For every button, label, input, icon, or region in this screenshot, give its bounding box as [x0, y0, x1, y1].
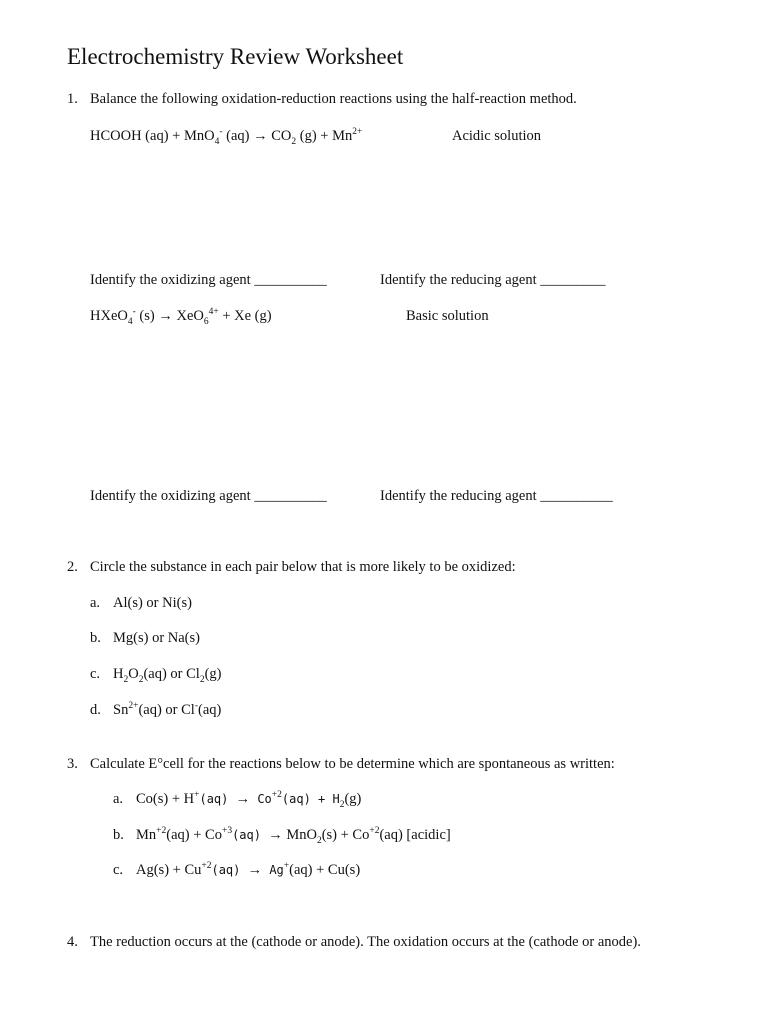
- q3-label-b: b.: [113, 827, 124, 843]
- q2-item-d: $Sn^{2+}(aq)$ or Cl-(aq): [113, 701, 222, 718]
- q3-reaction-c: $Ag(s) + Cu^{+2}(aq) \to Ag^+(aq) + Cu(s)$: [136, 861, 361, 878]
- reaction-arrow-icon: →: [268, 827, 283, 843]
- q4-number: 4.: [67, 934, 78, 950]
- q3-prompt: Calculate E°cell for the reactions below to be determine which are spontaneous as written:: [90, 756, 615, 772]
- page-title: Electrochemistry Review Worksheet: [67, 44, 404, 69]
- q2-prompt: Circle the substance in each pair below that is more likely to be oxidized:: [90, 559, 516, 575]
- q1-reducing-agent-b: Identify the reducing agent __________: [380, 488, 613, 504]
- q3-number: 3.: [67, 756, 78, 772]
- q1-reaction-b: HXeO$_4$- (s) → XeO$_6^{4+}$ + Xe (g): [90, 307, 272, 327]
- q1-condition-a: Acidic solution: [452, 128, 542, 144]
- reaction-arrow-icon: →: [253, 128, 268, 144]
- q4-text: The reduction occurs at the (cathode or anode). The oxidation occurs at the (cathode or anode).: [90, 934, 641, 950]
- q1-reducing-agent-a: Identify the reducing agent _________: [380, 272, 606, 288]
- q3-label-a: a.: [113, 791, 124, 807]
- q2-label-d: d.: [90, 702, 101, 718]
- q3-reaction-b: $Mn^{+2}(aq) + Co^{+3}(aq) \to MnO_2(s) + Co^{+2}(aq)$ [acidic]: [136, 826, 451, 846]
- q2-item-a: Al(s) or Ni(s): [113, 595, 192, 611]
- q1-oxidizing-agent-b: Identify the oxidizing agent __________: [90, 488, 327, 504]
- q1-oxidizing-agent-a: Identify the oxidizing agent __________: [90, 272, 327, 288]
- q1-reaction-a: HCOOH (aq) + MnO$_4$- $(aq) \to CO_2$ $(g) + Mn^{2+}$: [90, 127, 363, 147]
- q2-item-b: Mg(s) or Na(s): [113, 630, 200, 646]
- q2-label-c: c.: [90, 666, 101, 682]
- reaction-arrow-icon: →: [247, 862, 263, 878]
- q2-number: 2.: [67, 559, 78, 575]
- q3-label-c: c.: [113, 862, 124, 878]
- q1-condition-b: Basic solution: [406, 308, 489, 324]
- reaction-arrow-icon: →: [235, 791, 251, 807]
- q3-reaction-a: $Co(s) + H^+(aq) \to Co^{+2}(aq) + H_2(g)$: [136, 790, 362, 810]
- q1-prompt: Balance the following oxidation-reduction reactions using the half-reaction method.: [90, 91, 577, 107]
- q2-label-a: a.: [90, 595, 101, 611]
- q1-number: 1.: [67, 91, 78, 107]
- q2-label-b: b.: [90, 630, 101, 646]
- reaction-arrow-icon: →: [158, 308, 173, 324]
- q2-item-c: $H_2O_2(aq)$ or $Cl_2(g)$: [113, 666, 222, 685]
